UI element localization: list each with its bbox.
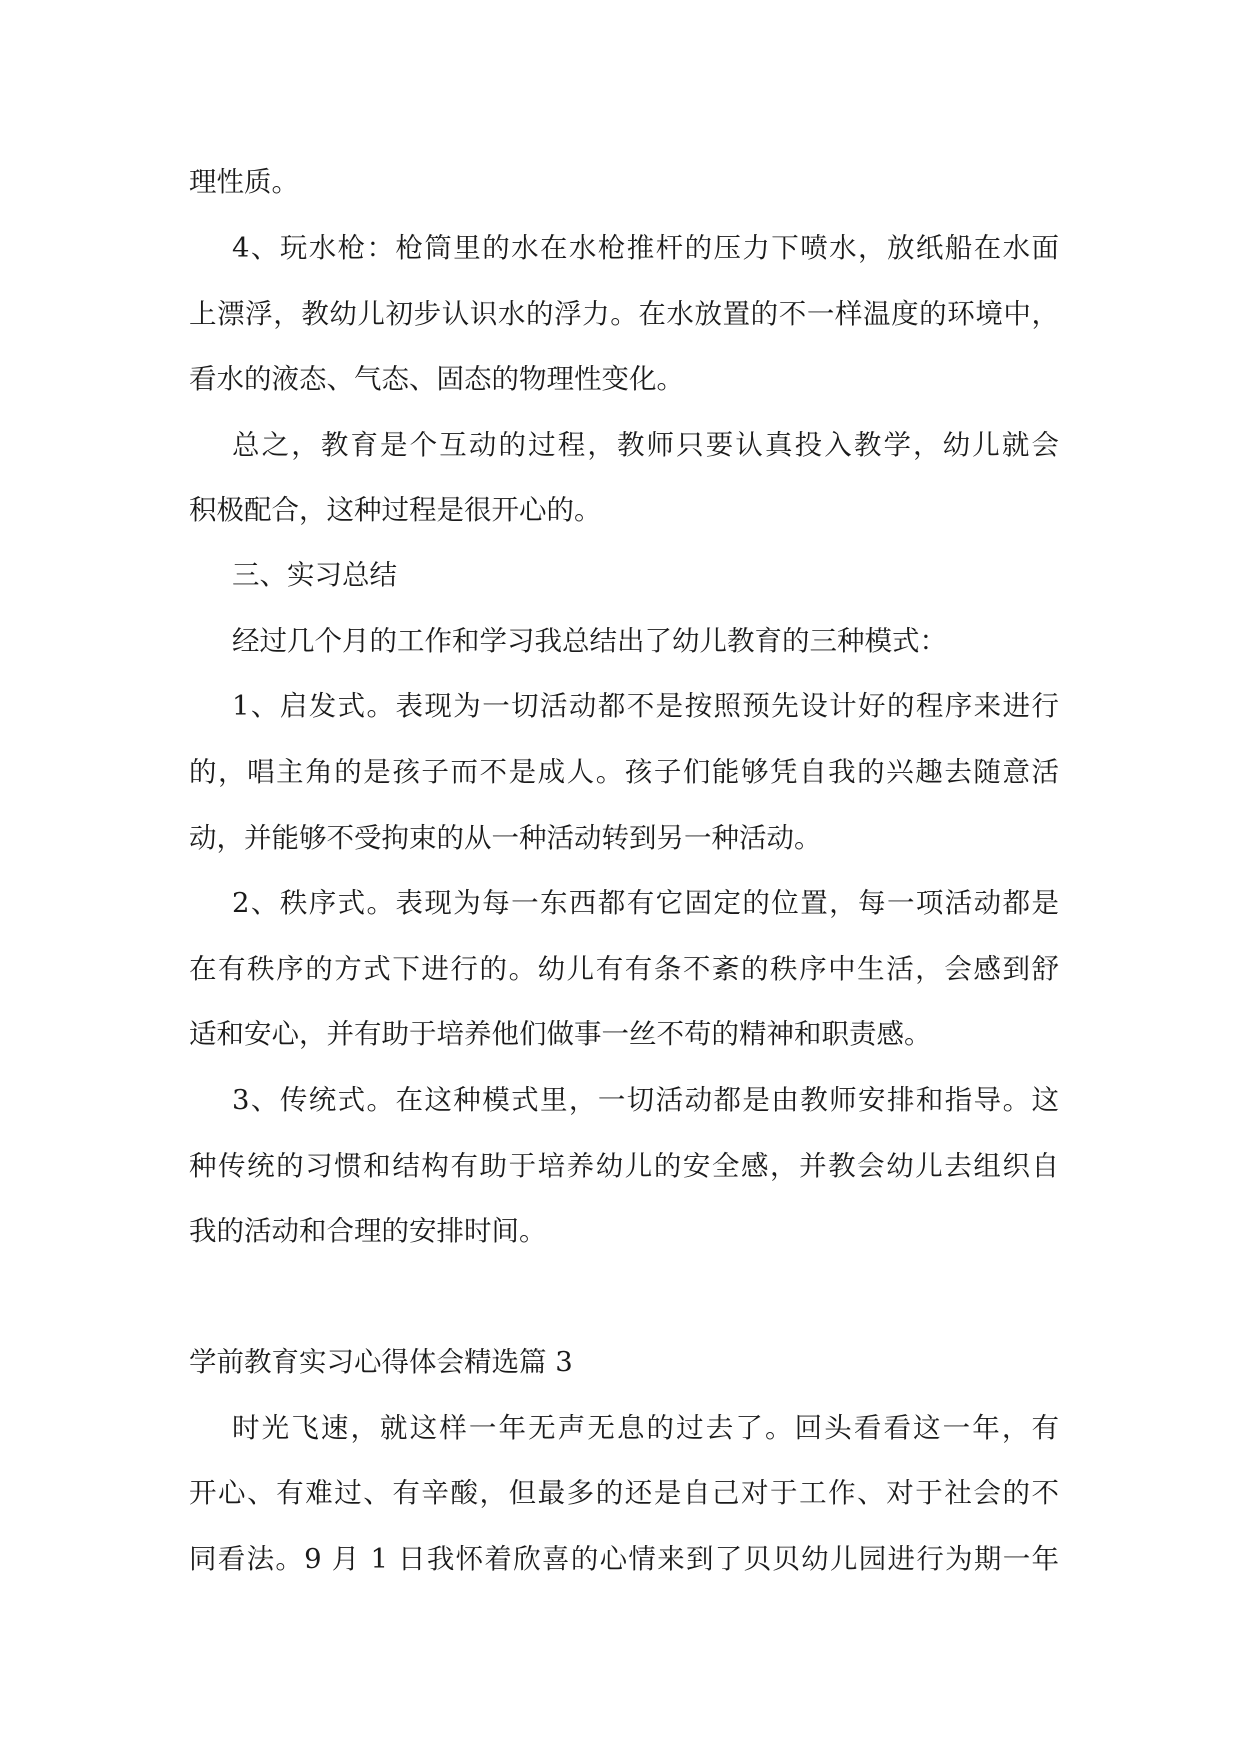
paragraph-line: 总之，教育是个互动的过程，教师只要认真投入教学，幼儿就会 (232, 429, 1059, 461)
paragraph-line: 经过几个月的工作和学习我总结出了幼儿教育的三种模式： (232, 625, 947, 657)
paragraph-line: 我的活动和合理的安排时间。 (189, 1215, 547, 1247)
paragraph-line: 看水的液态、气态、固态的物理性变化。 (189, 363, 684, 395)
paragraph-line: 积极配合，这种过程是很开心的。 (189, 494, 602, 526)
paragraph-line: 在有秩序的方式下进行的。幼儿有有条不紊的秩序中生活，会感到舒 (189, 953, 1059, 985)
paragraph-line: 4、玩水枪：枪筒里的水在水枪推杆的压力下喷水，放纸船在水面 (232, 232, 1059, 264)
paragraph-line: 时光飞速，就这样一年无声无息的过去了。回头看看这一年，有 (232, 1412, 1059, 1444)
section-heading: 三、实习总结 (232, 559, 397, 591)
paragraph-line: 同看法。9 月 1 日我怀着欣喜的心情来到了贝贝幼儿园进行为期一年 (189, 1543, 1059, 1575)
paragraph-line: 1、启发式。表现为一切活动都不是按照预先设计好的程序来进行 (232, 690, 1059, 722)
paragraph-line: 的，唱主角的是孩子而不是成人。孩子们能够凭自我的兴趣去随意活 (189, 756, 1059, 788)
paragraph-line: 上漂浮，教幼儿初步认识水的浮力。在水放置的不一样温度的环境中， (189, 298, 1059, 330)
paragraph-line: 开心、有难过、有辛酸，但最多的还是自己对于工作、对于社会的不 (189, 1477, 1059, 1509)
paragraph-line: 动，并能够不受拘束的从一种活动转到另一种活动。 (189, 822, 822, 854)
paragraph-line: 理性质。 (189, 166, 299, 198)
paragraph-line: 2、秩序式。表现为每一东西都有它固定的位置，每一项活动都是 (232, 887, 1059, 919)
paragraph-line: 适和安心，并有助于培养他们做事一丝不苟的精神和职责感。 (189, 1018, 932, 1050)
paragraph-line: 种传统的习惯和结构有助于培养幼儿的安全感，并教会幼儿去组织自 (189, 1150, 1059, 1182)
article-title: 学前教育实习心得体会精选篇 3 (189, 1346, 573, 1378)
paragraph-line: 3、传统式。在这种模式里，一切活动都是由教师安排和指导。这 (232, 1084, 1059, 1116)
